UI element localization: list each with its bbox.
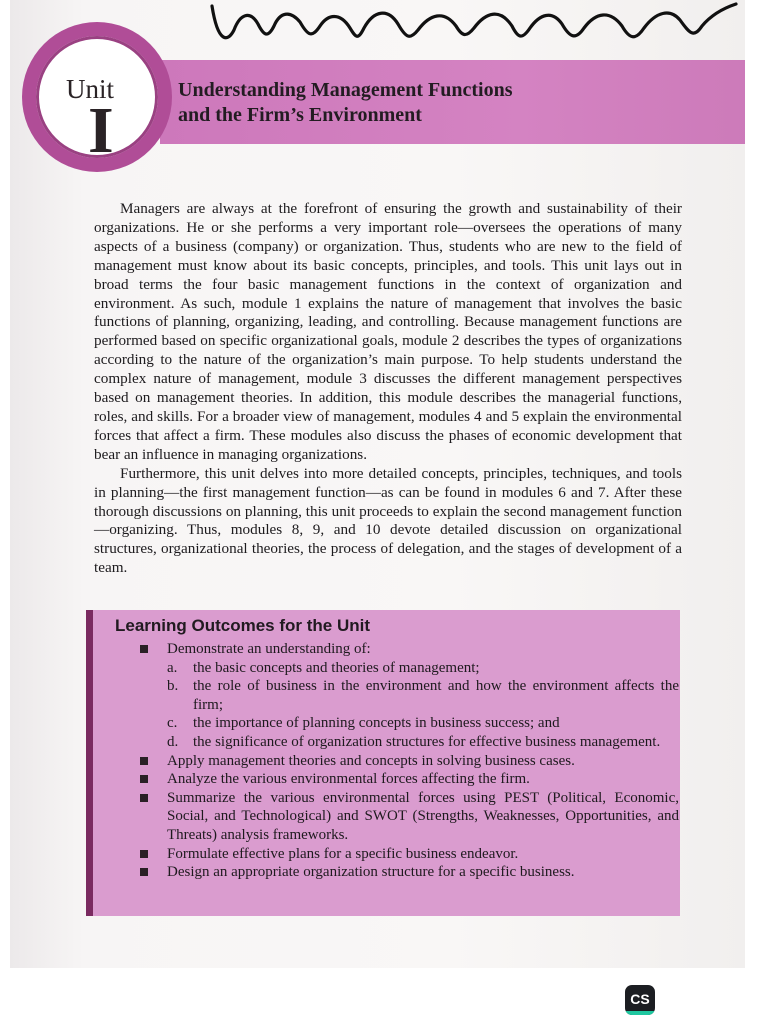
square-bullet-icon	[140, 850, 148, 858]
intro-paragraph-1: Managers are always at the forefront of ensuring the growth and sustainability of their organizations. He or she performs a very important role—oversees the operations of many aspects of a business (company) or organization. Thus, students who are new to the field of management must know about its basic concepts, principles, and tools. This unit lays out in broad terms the four basic management functions in the context of organization and environment. As such, module 1 explains the nature of management that involves the basic functions of planning, organizing, leading, and controlling. Because management functions are performed based on specific organizational goals, module 2 describes the types of organizations according to the nature of the organization’s main purpose. To help students understand the complex nature of management, module 3 discusses the different management perspectives based on management theories. In addition, this module describes the managerial functions, roles, and skills. For a broader view of management, modules 4 and 5 explain the environmental forces that affect a firm. These modules also discuss the phases of economic development that bear an influence in managing organizations.	[94, 200, 682, 463]
unit-badge	[22, 22, 172, 172]
outcome-subitem	[133, 659, 679, 678]
subitem-text: the significance of organization structures for effective business management.	[193, 733, 661, 750]
subitem-letter: c.	[167, 715, 178, 732]
subitem-text: the role of business in the environment and how the environment affects the firm;	[193, 678, 679, 713]
outcome-item	[133, 770, 679, 789]
subitem-letter: d.	[167, 733, 179, 750]
learning-outcomes-box	[86, 610, 680, 916]
outcome-text: Analyze the various environmental forces affecting the firm.	[167, 771, 530, 788]
learning-outcomes-title: Learning Outcomes for the Unit	[115, 616, 371, 635]
outcome-item	[133, 752, 679, 771]
unit-title	[178, 78, 658, 128]
unit-numeral: I	[88, 94, 114, 167]
outcome-text: Formulate effective plans for a specific business endeavor.	[167, 845, 519, 862]
book-page	[10, 0, 745, 968]
outcome-text: Design an appropriate organization structure for a specific business.	[167, 864, 575, 881]
handwritten-squiggle	[208, 0, 745, 46]
outcome-item	[133, 845, 679, 864]
square-bullet-icon	[140, 794, 148, 802]
outcome-text: Apply management theories and concepts in solving business cases.	[167, 752, 575, 769]
unit-title-line-1: Understanding Management Functions	[178, 79, 513, 101]
subitem-text: the basic concepts and theories of management;	[193, 659, 480, 676]
outcome-subitem	[133, 677, 679, 714]
unit-title-line-2: and the Firm’s Environment	[178, 104, 422, 126]
camscanner-logo-icon: CS	[625, 985, 655, 1015]
outcome-text: Summarize the various environmental forces using PEST (Political, Economic, Social, and Technological) and SWOT (Strengths, Weaknesses, Opportunities, and Threats) analysis frameworks.	[167, 789, 679, 843]
intro-paragraph-2: Furthermore, this unit delves into more detailed concepts, principles, techniques, and tools in planning—the first management function—as can be found in modules 6 and 7. After these thorough discussions on planning, this unit proceeds to explain the second management function—organizing. Thus, modules 8, 9, and 10 devote detailed discussion on organizational structures, organizational theories, the process of delegation, and the stages of development of a team.	[94, 464, 682, 577]
outcome-item	[133, 863, 679, 882]
square-bullet-icon	[140, 775, 148, 783]
outcome-text: Demonstrate an understanding of:	[167, 641, 371, 657]
subitem-letter: a.	[167, 659, 178, 676]
subitem-text: the importance of planning concepts in business success; and	[193, 715, 560, 732]
subitem-letter: b.	[167, 678, 179, 695]
learning-outcomes-list	[133, 640, 679, 882]
outcome-subitem	[133, 733, 679, 752]
square-bullet-icon	[140, 868, 148, 876]
square-bullet-icon	[140, 645, 148, 653]
outcome-item	[133, 640, 679, 659]
unit-label: Unit	[66, 74, 115, 104]
unit-introduction	[94, 200, 682, 578]
outcome-item	[133, 789, 679, 845]
outcome-subitem	[133, 714, 679, 733]
square-bullet-icon	[140, 757, 148, 765]
